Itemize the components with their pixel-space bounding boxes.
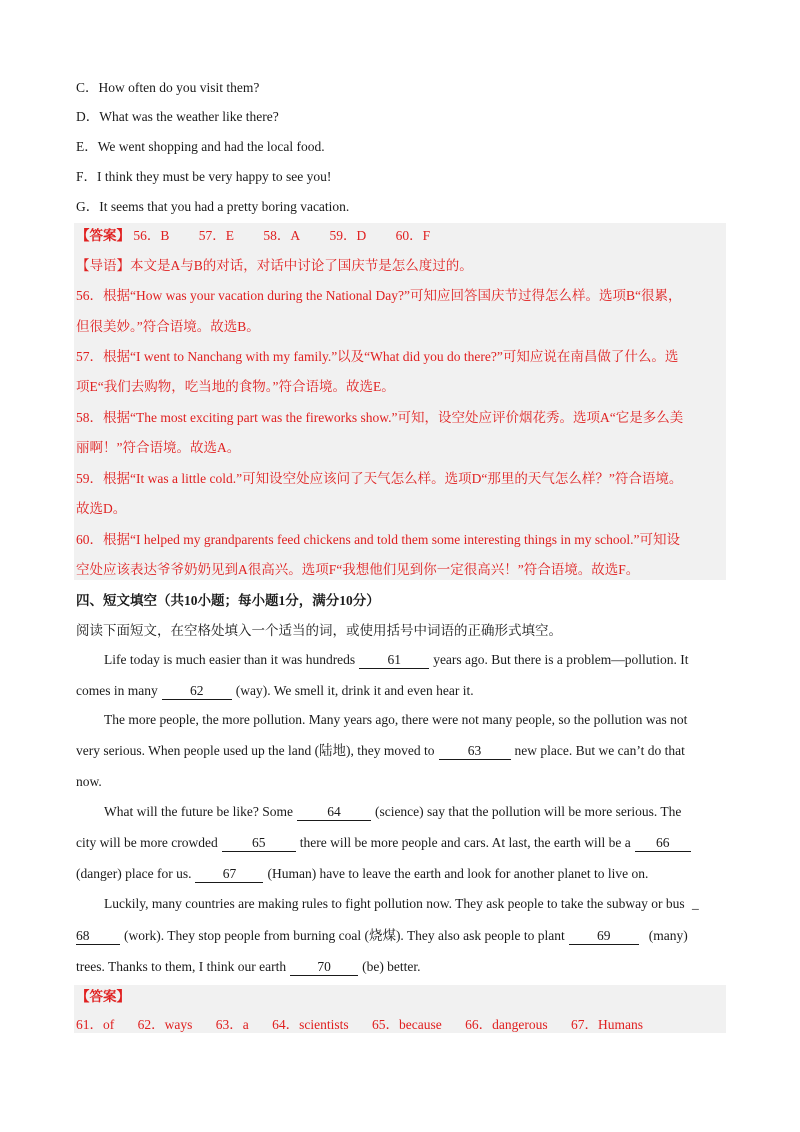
passage-text: city will be more crowded [76, 835, 218, 850]
passage-text: (be) better. [362, 959, 421, 974]
passage-text: comes in many [76, 683, 158, 698]
answer-item: 56．B [133, 228, 170, 243]
explanation-58-cont: 丽啊！”符合语境。故选A。 [76, 440, 241, 455]
passage-line [104, 651, 689, 669]
answer-item: 63．a [215, 1017, 249, 1032]
explanation-60: 60．根据“I helped my grandparents feed chickens and told them some interesting things in my school.”可知设 [76, 532, 680, 547]
blank-64: 64 [297, 804, 371, 821]
passage-line: The more people, the more pollution. Many years ago, there were not many people, so the pollution was not [104, 712, 688, 727]
passage-text: _ [692, 896, 699, 911]
blank-69: 69 [569, 928, 639, 945]
blank-63: 63 [439, 743, 511, 760]
passage-text: years ago. But there is a problem—pollution. It [433, 652, 689, 667]
option-f: F．I think they must be very happy to see you! [76, 169, 332, 184]
passage-line [76, 742, 685, 760]
explanation-60-cont: 空处应该表达爷爷奶奶见到A很高兴。选项F“我想他们见到你一定很高兴！”符合语境。故选F。 [76, 562, 640, 577]
blank-68: 68 [76, 928, 120, 945]
passage-text: What will the future be like? Some [104, 804, 293, 819]
section-heading: 四、短文填空（共10小题；每小题1分，满分10分） [76, 593, 380, 608]
answer-item: 67．Humans [570, 1017, 643, 1032]
option-d: D．What was the weather like there? [76, 109, 279, 124]
passage-line [104, 895, 699, 913]
answer-block-background [74, 223, 726, 580]
passage-line [76, 682, 474, 700]
section-instruction: 阅读下面短文，在空格处填入一个适当的词，或使用括号中词语的正确形式填空。 [76, 623, 562, 638]
answer-item: 60．F [395, 228, 431, 243]
passage-line [76, 927, 688, 945]
answer-item: 62．ways [137, 1017, 193, 1032]
blank-61: 61 [359, 652, 429, 669]
blank-70: 70 [290, 959, 358, 976]
explanation-59: 59．根据“It was a little cold.”可知设空处应该问了天气怎么样。选项D“那里的天气怎么样？”符合语境。 [76, 471, 683, 486]
passage-line [76, 865, 648, 883]
option-g: G．It seems that you had a pretty boring vacation. [76, 199, 350, 214]
passage-text: Luckily, many countries are making rules to fight pollution now. They ask people to take the subway or bus [104, 896, 685, 911]
passage-text: new place. But we can’t do that [514, 743, 685, 758]
passage-text: there will be more people and cars. At last, the earth will be a [299, 835, 631, 850]
passage-text: Life today is much easier than it was hundreds [104, 652, 356, 667]
passage-line: now. [76, 774, 102, 789]
passage-text: (danger) place for us. [76, 866, 192, 881]
answer-label: 【答案】 [76, 228, 130, 243]
answer-label-2: 【答案】 [76, 989, 130, 1004]
answer-item: 57．E [198, 228, 235, 243]
answer-item: 65．because [372, 1017, 442, 1032]
passage-text: trees. Thanks to them, I think our earth [76, 959, 287, 974]
guide-text: 【导语】本文是A与B的对话，对话中讨论了国庆节是怎么度过的。 [76, 258, 473, 273]
explanation-58: 58．根据“The most exciting part was the fireworks show.”可知，设空处应评价烟花秀。选项A“它是多么美 [76, 410, 684, 425]
blank-62: 62 [162, 683, 232, 700]
answer-item: 59．D [329, 228, 367, 243]
explanation-59-cont: 故选D。 [76, 501, 127, 516]
passage-text: (science) say that the pollution will be more serious. The [374, 804, 682, 819]
answer-item: 58．A [263, 228, 301, 243]
explanation-56: 56．根据“How was your vacation during the National Day?”可知应回答国庆节过得怎么样。选项B“很累， [76, 288, 682, 303]
explanation-57-cont: 项E“我们去购物，吃当地的食物。”符合语境。故选E。 [76, 379, 395, 394]
blank-67: 67 [195, 866, 263, 883]
option-c: C．How often do you visit them? [76, 80, 260, 95]
passage-text: (many) [648, 928, 688, 943]
answer-item: 66．dangerous [465, 1017, 548, 1032]
answer-row-56-60 [76, 227, 430, 245]
option-e: E．We went shopping and had the local food. [76, 139, 325, 154]
passage-text: (Human) have to leave the earth and look for another planet to live on. [267, 866, 649, 881]
passage-text: (work). They stop people from burning coal (烧煤). They also ask people to plant [124, 928, 565, 943]
passage-text: very serious. When people used up the land (陆地), they moved to [76, 743, 435, 758]
passage-line [104, 803, 681, 821]
passage-text: (way). We smell it, drink it and even hear it. [235, 683, 474, 698]
explanation-56-cont: 但很美妙。”符合语境。故选B。 [76, 319, 260, 334]
answer-item: 61．of [76, 1017, 115, 1032]
explanation-57: 57．根据“I went to Nanchang with my family.”以及“What did you do there?”可知应说在南昌做了什么。选 [76, 349, 679, 364]
answer-item: 64．scientists [272, 1017, 349, 1032]
answer-row-61-67 [76, 1016, 643, 1034]
blank-66: 66 [635, 835, 691, 852]
passage-line [76, 834, 695, 852]
blank-65: 65 [222, 835, 296, 852]
passage-line [76, 958, 421, 976]
